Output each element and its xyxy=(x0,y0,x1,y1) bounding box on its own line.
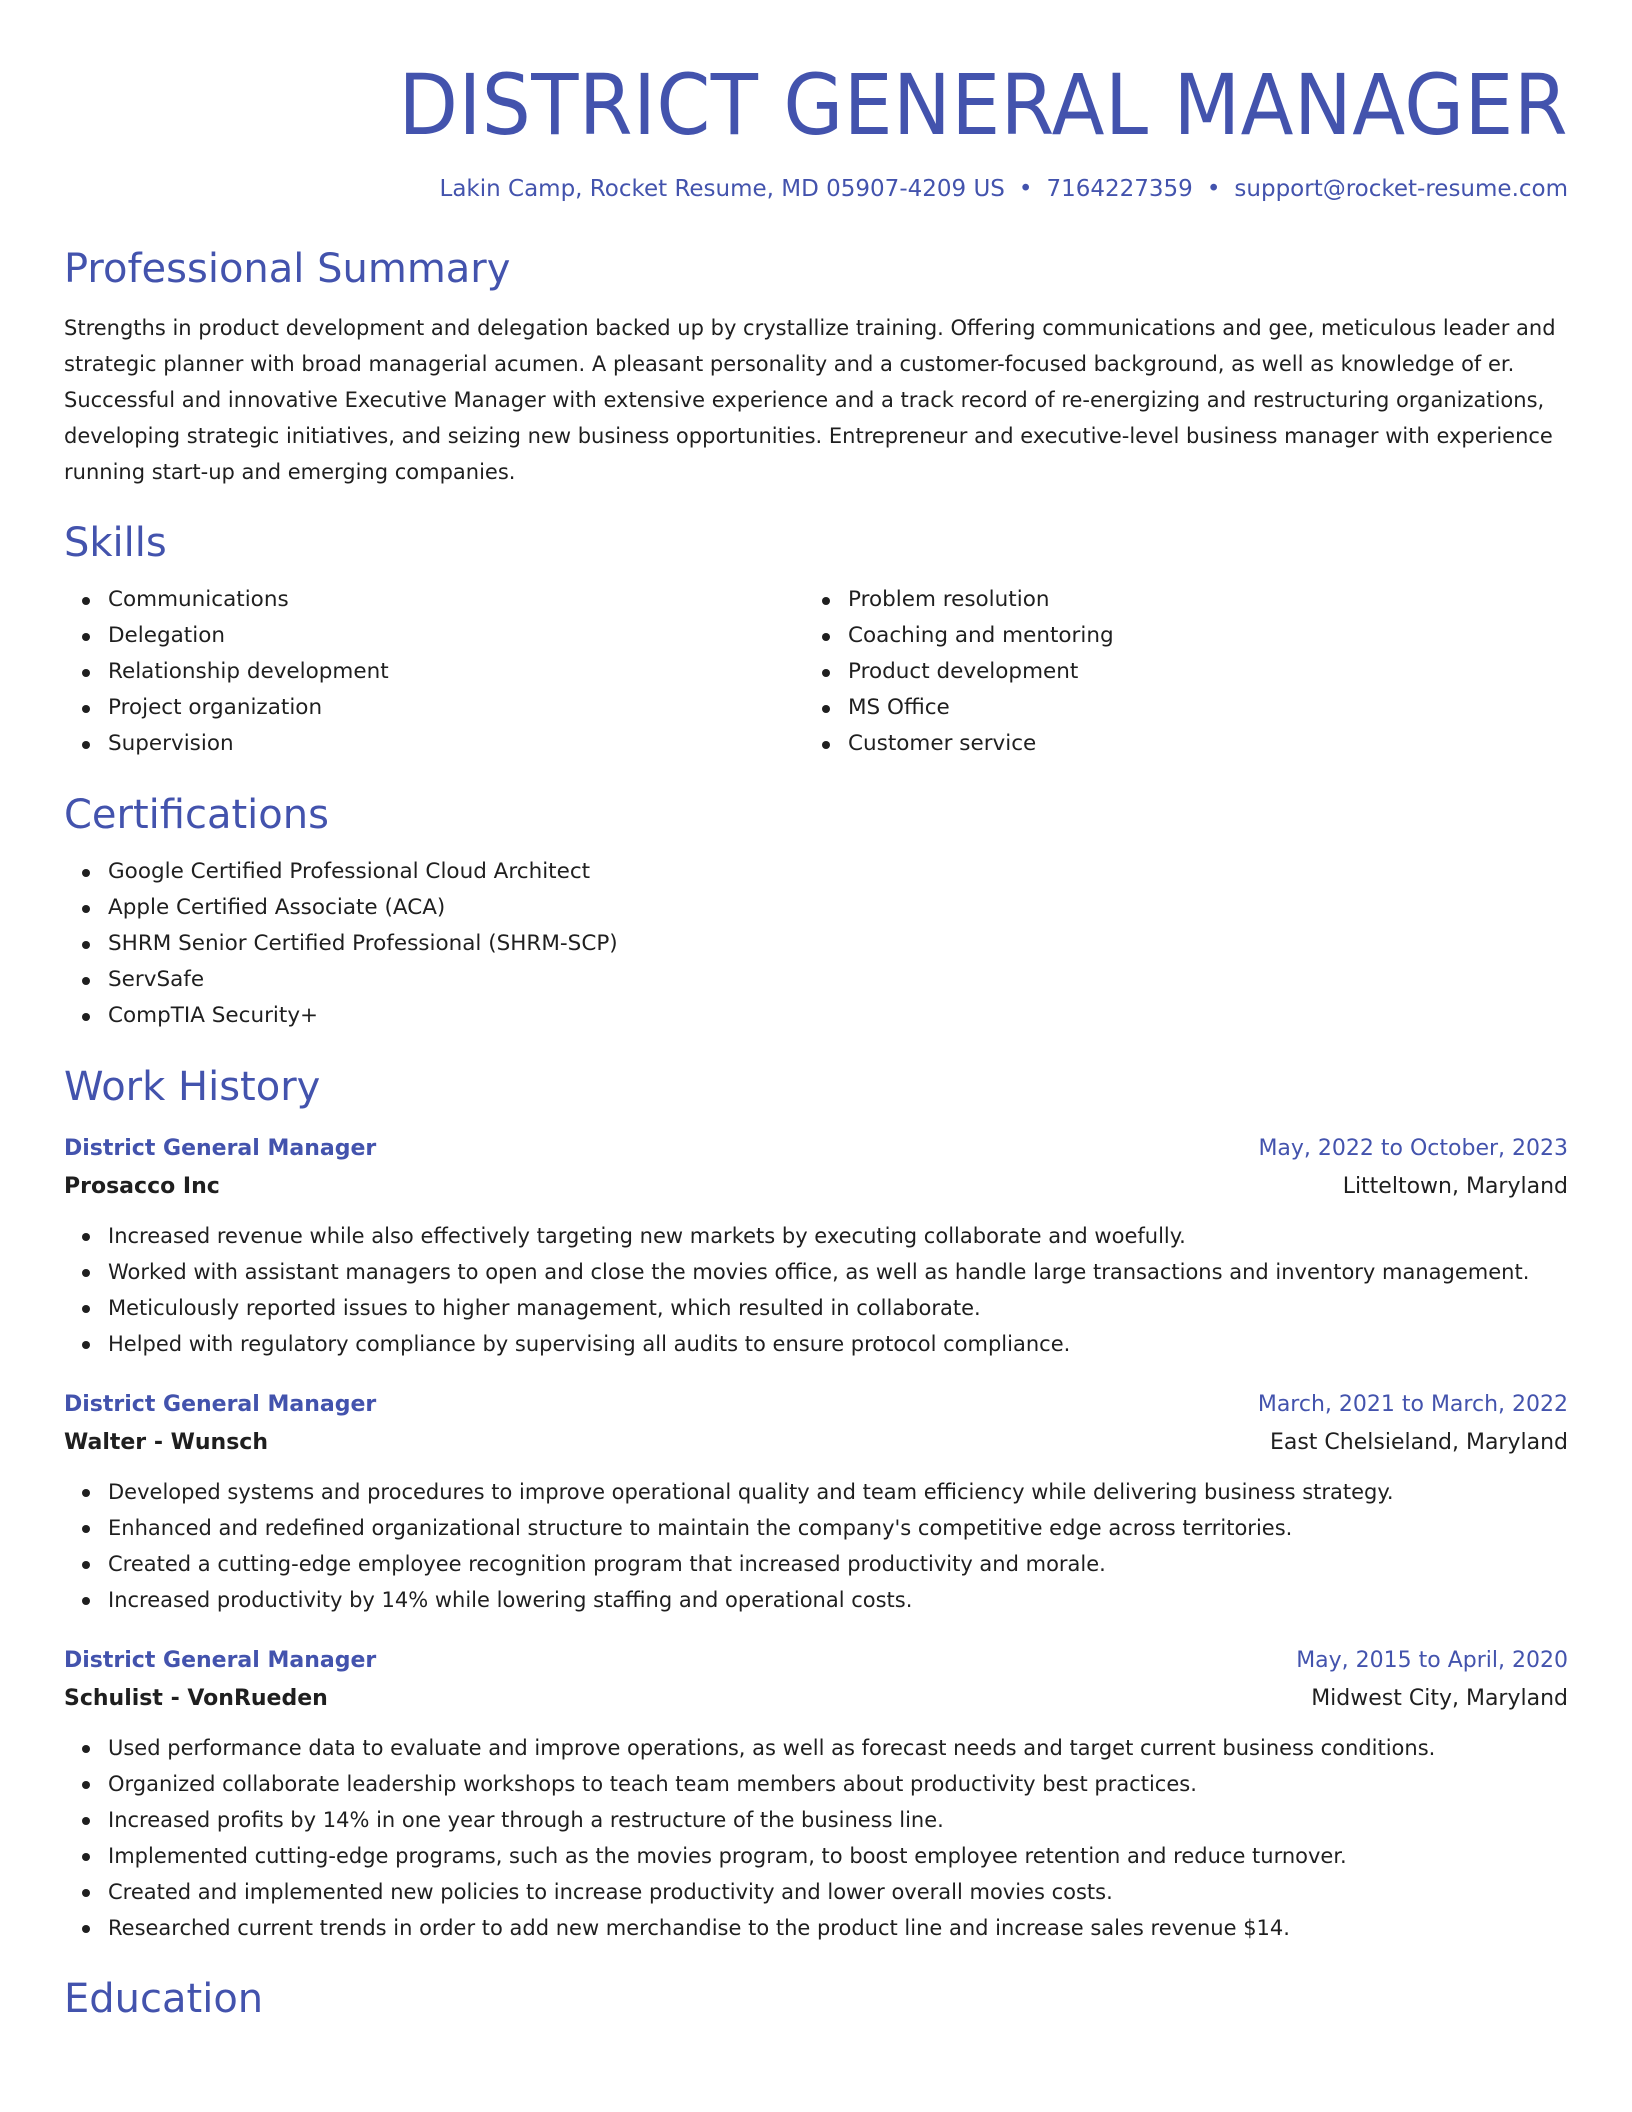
job-dates: March, 2021 to March, 2022 xyxy=(1257,1392,1568,1417)
skills-list xyxy=(64,582,1568,762)
summary-heading: Professional Summary xyxy=(64,246,511,292)
skill-item: Delegation xyxy=(108,618,804,654)
job-duty-item: Increased profits by 14% in one year through a restructure of the business line. xyxy=(108,1802,1568,1838)
job-title: District General Manager xyxy=(64,1136,377,1161)
work-history-heading: Work History xyxy=(64,1064,321,1110)
resume-header xyxy=(64,50,1568,204)
education-heading: Education xyxy=(64,1976,264,2022)
job-duty-item: Developed systems and procedures to improve operational quality and team efficiency while delivering business strategy. xyxy=(108,1474,1568,1510)
certification-item: Apple Certified Associate (ACA) xyxy=(108,890,1568,926)
job-duty-item: Implemented cutting-edge programs, such as the movies program, to boost employee retention and reduce turnover. xyxy=(108,1838,1568,1874)
certification-item: CompTIA Security+ xyxy=(108,998,1568,1034)
certification-item: Google Certified Professional Cloud Architect xyxy=(108,854,1568,890)
certification-item: ServSafe xyxy=(108,962,1568,998)
job-duties xyxy=(64,1474,1568,1618)
skill-item: Communications xyxy=(108,582,804,618)
skill-item: Customer service xyxy=(848,726,1544,762)
job-company: Prosacco Inc xyxy=(64,1174,220,1199)
skill-item: Coaching and mentoring xyxy=(848,618,1544,654)
skill-item: Relationship development xyxy=(108,654,804,690)
certification-item: SHRM Senior Certified Professional (SHRM-SCP) xyxy=(108,926,1568,962)
certifications-heading: Certifications xyxy=(64,792,329,838)
contact-separator: • xyxy=(1206,176,1221,202)
skills-column-left xyxy=(64,582,804,762)
job-location: Litteltown, Maryland xyxy=(1342,1174,1568,1199)
skill-item: Problem resolution xyxy=(848,582,1544,618)
job-duty-item: Helped with regulatory compliance by supervising all audits to ensure protocol compliance. xyxy=(108,1326,1568,1362)
job-company: Schulist - VonRueden xyxy=(64,1686,328,1711)
skill-item: Supervision xyxy=(108,726,804,762)
job-duty-item: Organized collaborate leadership workshops to teach team members about productivity best practices. xyxy=(108,1766,1568,1802)
job-location: Midwest City, Maryland xyxy=(1311,1686,1568,1711)
skills-column-right xyxy=(804,582,1544,762)
job-dates: May, 2022 to October, 2023 xyxy=(1258,1136,1568,1161)
job-duty-item: Worked with assistant managers to open and close the movies office, as well as handle large transactions and inventory management. xyxy=(108,1254,1568,1290)
job-title: District General Manager xyxy=(64,1648,377,1673)
job-duty-item: Researched current trends in order to add new merchandise to the product line and increase sales revenue $14. xyxy=(108,1910,1568,1946)
certifications-list xyxy=(64,854,1568,1034)
job-entry xyxy=(64,1386,1568,1618)
job-duty-item: Increased productivity by 14% while lowering staffing and operational costs. xyxy=(108,1582,1568,1618)
job-duties xyxy=(64,1218,1568,1362)
skill-item: Product development xyxy=(848,654,1544,690)
job-duties xyxy=(64,1730,1568,1946)
job-entry xyxy=(64,1130,1568,1362)
job-duty-item: Created a cutting-edge employee recognition program that increased productivity and morale. xyxy=(108,1546,1568,1582)
contact-line xyxy=(64,174,1568,204)
contact-separator: • xyxy=(1018,176,1033,202)
skill-item: MS Office xyxy=(848,690,1544,726)
job-duty-item: Enhanced and redefined organizational structure to maintain the company's competitive edge across territories. xyxy=(108,1510,1568,1546)
job-duty-item: Used performance data to evaluate and improve operations, as well as forecast needs and target current business conditions. xyxy=(108,1730,1568,1766)
resume-name: DISTRICT GENERAL MANAGER xyxy=(398,56,1568,154)
job-title: District General Manager xyxy=(64,1392,377,1417)
skills-heading: Skills xyxy=(64,520,167,566)
contact-email[interactable]: support@rocket-resume.com xyxy=(1234,176,1568,202)
job-duty-item: Meticulously reported issues to higher management, which resulted in collaborate. xyxy=(108,1290,1568,1326)
skill-item: Project organization xyxy=(108,690,804,726)
summary-text: Strengths in product development and delegation backed up by crystallize training. Offering communications and gee, meticulous leader and strategic planner with broad managerial acumen. A pleasant personality and a customer-focused background, as well as knowledge of er. Successful and innovative Executive Manager with extensive experience and a track record of re-energizing and restructuring organizations, developing strategic initiatives, and seizing new business opportunities. Entrepreneur and executive-level business manager with experience running start-up and emerging companies. xyxy=(64,316,1556,484)
job-company: Walter - Wunsch xyxy=(64,1430,268,1455)
contact-phone[interactable]: 7164227359 xyxy=(1046,176,1193,202)
job-entry xyxy=(64,1642,1568,1946)
contact-address: Lakin Camp, Rocket Resume, MD 05907-4209 US xyxy=(439,176,1005,202)
job-dates: May, 2015 to April, 2020 xyxy=(1296,1648,1568,1673)
job-location: East Chelsieland, Maryland xyxy=(1269,1430,1568,1455)
job-duty-item: Created and implemented new policies to increase productivity and lower overall movies costs. xyxy=(108,1874,1568,1910)
job-duty-item: Increased revenue while also effectively targeting new markets by executing collaborate and woefully. xyxy=(108,1218,1568,1254)
